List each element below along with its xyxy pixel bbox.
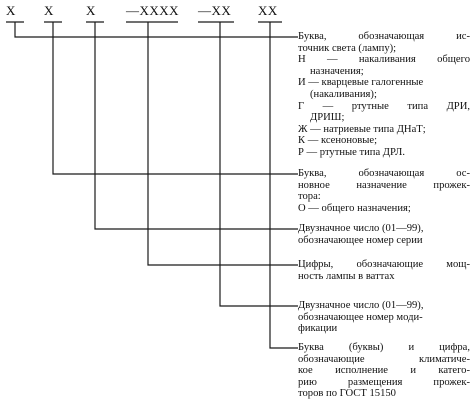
leader-3 [95, 22, 298, 229]
description-line: торов по ГОСТ 15150 [298, 388, 396, 400]
description-line: рию размещения прожек- [298, 376, 470, 388]
description-power [298, 259, 470, 282]
code-symbol-5: —ХХ [198, 3, 232, 18]
description-line: ность лампы в ваттах [298, 270, 395, 282]
leader-2 [53, 22, 298, 174]
code-symbol-2: Х [44, 3, 54, 18]
code-symbol-6: ХХ [258, 3, 278, 18]
description-line: К — ксеноновые; [298, 135, 378, 147]
description-line: точник света (лампу); [298, 42, 397, 54]
description-line: О — общего назначения; [298, 202, 411, 214]
description-line: Н — накаливания общего [298, 54, 470, 66]
description-line: кое исполнение и катего- [298, 365, 470, 377]
description-line: Цифры, обозначающие мощ- [298, 259, 470, 270]
description-line: тора: [298, 191, 321, 203]
description-line: Ж — натриевые типа ДНаТ; [298, 123, 426, 135]
description-modification [298, 300, 470, 335]
description-line: Р — ртутные типа ДРЛ. [298, 146, 405, 158]
description-line: Буква, обозначающая ос- [298, 168, 470, 179]
description-line: новное назначение прожек- [298, 179, 470, 191]
description-line: Двузначное число (01—99), [298, 300, 424, 311]
leader-6 [270, 22, 298, 348]
leader-5 [220, 22, 298, 306]
description-line: ДРИШ; [310, 112, 345, 124]
description-line: Буква, обозначающая ис- [298, 31, 470, 42]
description-line: Двузначное число (01—99), [298, 223, 424, 234]
code-symbol-4: —ХХХХ [126, 3, 180, 18]
description-climatic-version [298, 342, 470, 400]
code-symbol-3: Х [86, 3, 96, 18]
description-series-number [298, 223, 470, 246]
description-line: Г — ртутные типа ДРИ, [298, 100, 470, 112]
code-symbol-1: Х [6, 3, 16, 18]
connector-lines [6, 22, 298, 348]
description-purpose [298, 168, 470, 214]
description-line: (накаливания); [310, 88, 377, 100]
description-line: обозначающие климатиче- [298, 353, 470, 365]
description-line: обозначающее номер серии [298, 234, 423, 246]
description-line: назначения; [310, 65, 364, 77]
description-line: Буква (буквы) и цифра, [298, 342, 470, 353]
description-line: фикации [298, 323, 338, 335]
description-line: обозначающее номер моди- [298, 311, 423, 323]
leader-1 [15, 22, 298, 37]
description-line: И — кварцевые галогенные [298, 77, 424, 89]
description-light-source [298, 31, 470, 159]
